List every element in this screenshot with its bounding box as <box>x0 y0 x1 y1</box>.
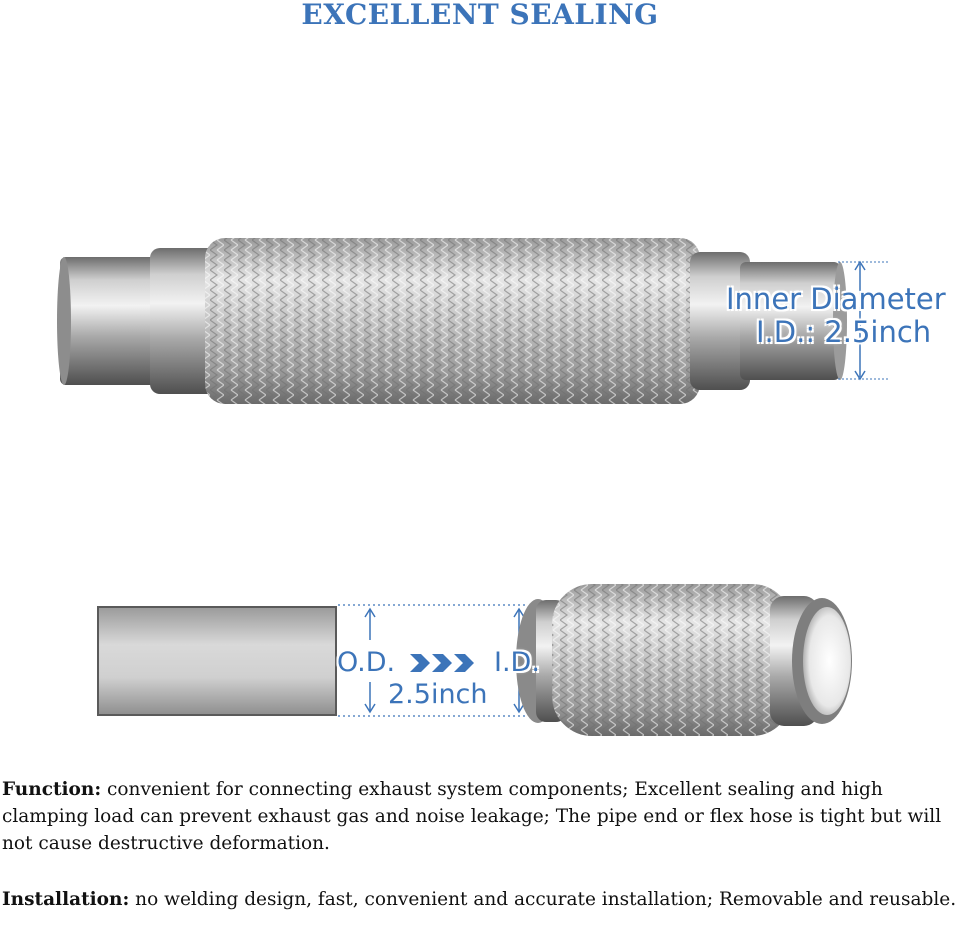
installation-paragraph <box>2 886 958 913</box>
installation-body: no welding design, fast, convenient and accurate installation; Removable and reusable. <box>129 889 957 910</box>
id-label: I.D. <box>494 647 540 678</box>
flex-coupler-small <box>516 584 852 736</box>
size-label: 2.5inch <box>388 679 488 710</box>
function-body: convenient for connecting exhaust system components; Excellent sealing and high clamping load can prevent exhaust gas and noise leakage; The pipe end or flex hose is tight but will not cause destructive deformation. <box>2 779 942 854</box>
page-title: EXCELLENT SEALING <box>301 0 659 31</box>
od-label: O.D. <box>337 647 396 678</box>
chevron-arrows-icon <box>410 654 474 672</box>
function-heading: Function: <box>2 779 102 800</box>
inserted-pipe <box>98 607 336 715</box>
inner-diameter-label: Inner Diameter <box>726 282 946 316</box>
installation-heading: Installation: <box>2 889 130 910</box>
flex-pipe-top <box>57 238 847 404</box>
inner-diameter-value-label: I.D.: 2.5inch <box>756 315 932 349</box>
function-paragraph <box>2 776 958 857</box>
